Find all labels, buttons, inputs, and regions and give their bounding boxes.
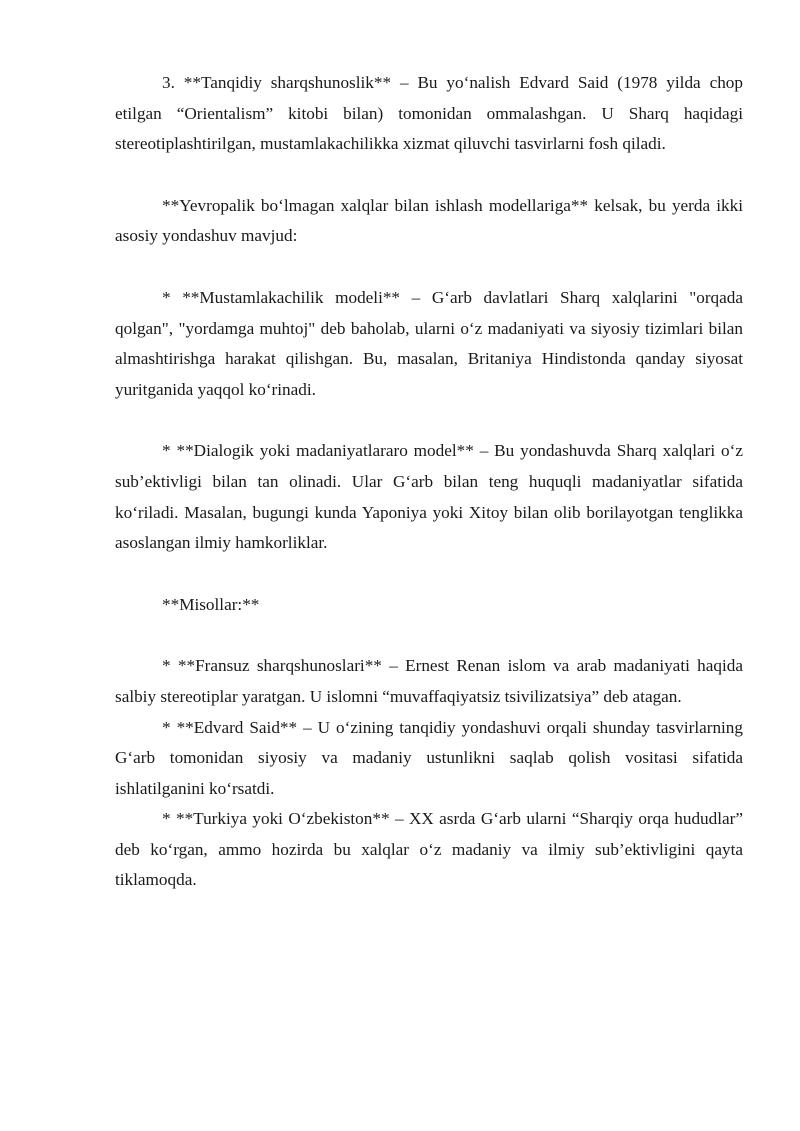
paragraph-gap [115, 620, 743, 651]
paragraph-gap [115, 559, 743, 590]
paragraph-gap [115, 405, 743, 436]
paragraph-critical-orientalism: 3. **Tanqidiy sharqshunoslik** – Bu yo‘nalish Edvard Said (1978 yilda chop etilgan “Orientalism” kitobi bilan) tomonidan ommalashgan. U Sharq haqidagi stereotiplashtirilgan, mustamlakachilikka xizmat qiluvchi tasvirlarni fosh qiladi. [115, 73, 743, 154]
paragraph-gap [115, 160, 743, 191]
paragraph-turkey-uzbekistan: * **Turkiya yoki O‘zbekiston** – XX asrda G‘arb ularni “Sharqiy orqa hududlar” deb ko‘rgan, ammo hozirda bu xalqlar o‘z madaniy va ilmiy sub’ektivligini qayta tiklamoqda. [115, 809, 743, 890]
paragraph-colonial-model: * **Mustamlakachilik modeli** – G‘arb davlatlari Sharq xalqlarini "orqada qolgan", "yordamga muhtoj" deb baholab, ularni o‘z madaniyati va siyosiy tizimlari bilan almashtirishga harakat qilishgan. Bu, masalan, Britaniya Hindistonda qanday siyosat yuritganida yaqqol ko‘rinadi. [115, 287, 743, 399]
document-body [115, 68, 743, 896]
paragraph-french-orientalists: * **Fransuz sharqshunoslari** – Ernest Renan islom va arab madaniyati haqida salbiy stereotiplar yaratgan. U islomni “muvaffaqiyatsiz tsivilizatsiya” deb atagan. [115, 656, 743, 706]
paragraph-edward-said: * **Edvard Said** – U o‘zining tanqidiy yondashuvi orqali shunday tasvirlarning G‘arb tomonidan siyosiy va madaniy ustunlikni saqlab qolish vositasi sifatida ishlatilganini ko‘rsatdi. [115, 717, 743, 798]
paragraph-examples-heading: **Misollar:** [162, 594, 260, 614]
paragraph-models-intro: **Yevropalik bo‘lmagan xalqlar bilan ishlash modellariga** kelsak, bu yerda ikki asosiy yondashuv mavjud: [115, 195, 743, 246]
paragraph-dialogic-model: * **Dialogik yoki madaniyatlararo model** – Bu yondashuvda Sharq xalqlari o‘z sub’ektivligi bilan tan olinadi. Ular G‘arb bilan teng huquqli madaniyatlar sifatida ko‘riladi. Masalan, bugungi kunda Yaponiya yoki Xitoy bilan olib borilayotgan tenglikka asoslangan ilmiy hamkorliklar. [115, 441, 743, 553]
paragraph-gap [115, 252, 743, 283]
